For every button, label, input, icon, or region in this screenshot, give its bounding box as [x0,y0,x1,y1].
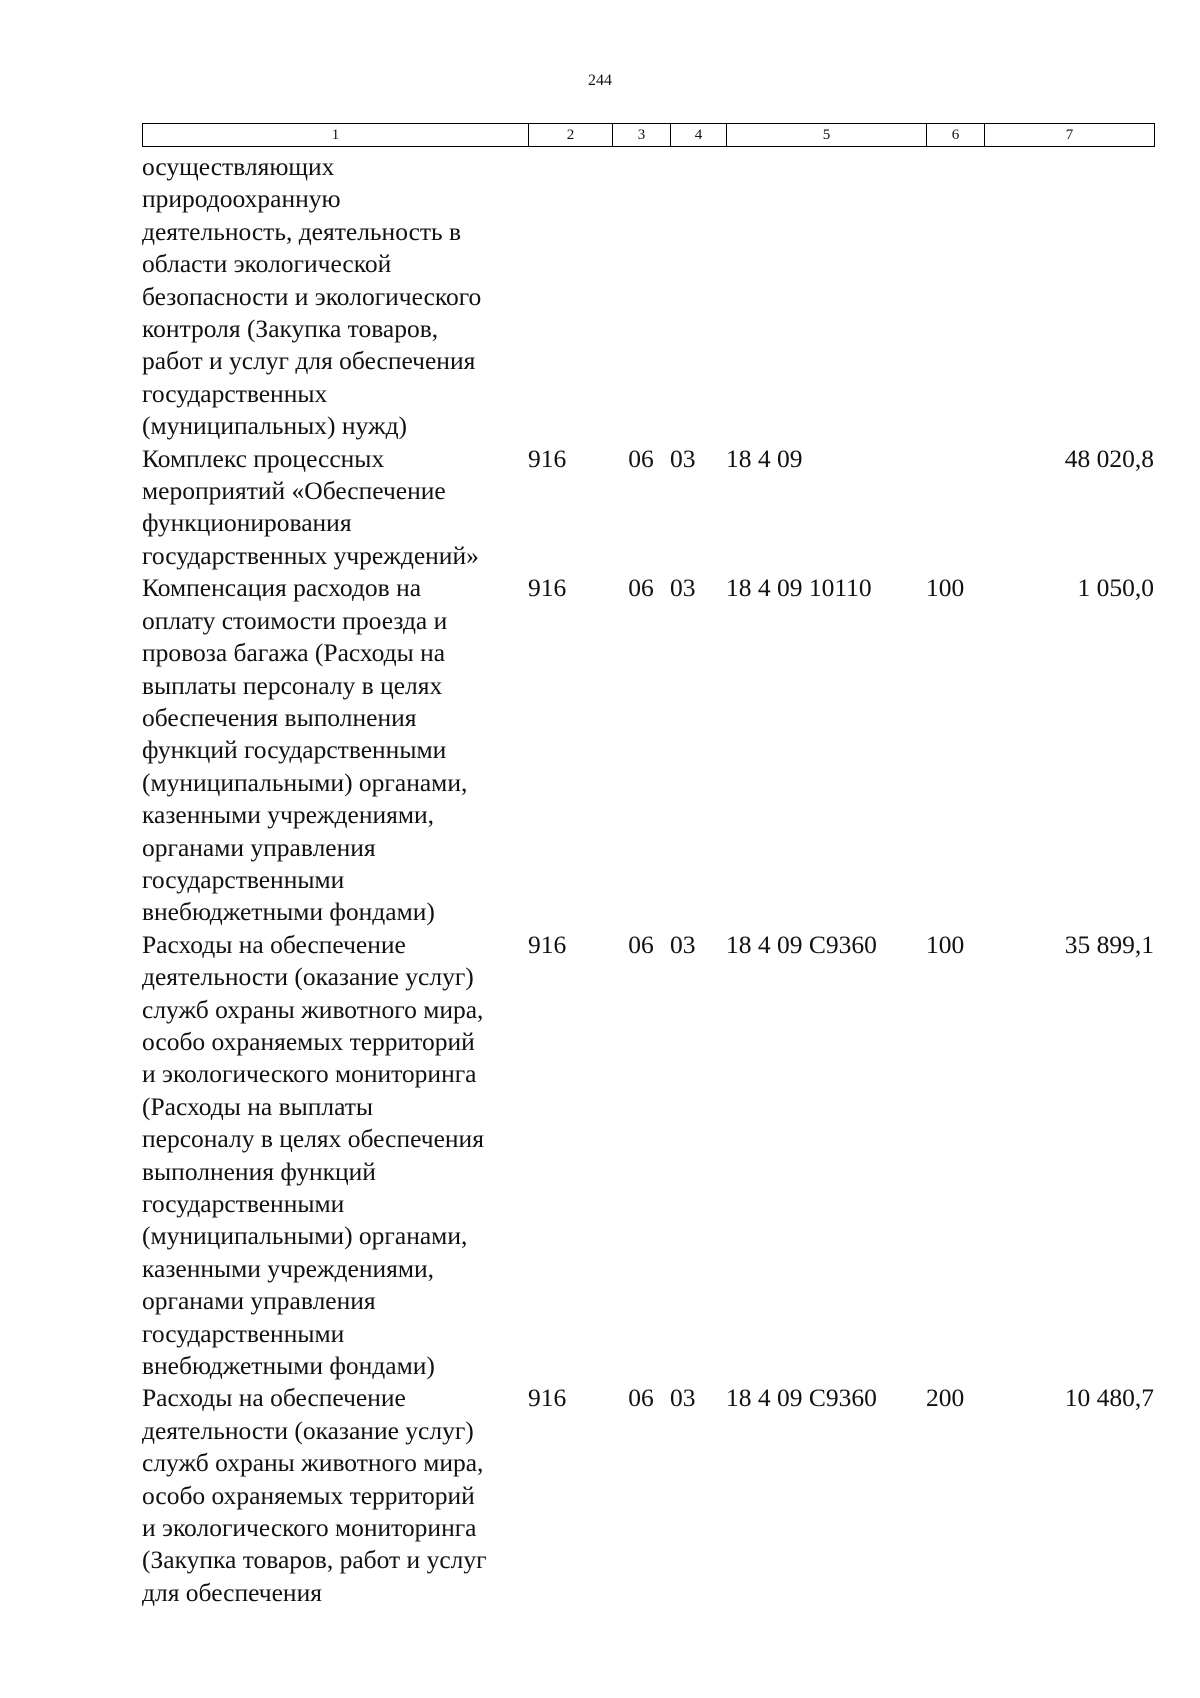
page-number: 244 [588,72,612,89]
description-line: (муниципальными) органами, [142,1221,468,1251]
row-expense-type: 100 [926,929,965,959]
description-line: Компенсация расходов на [142,573,422,603]
header-row [143,124,1155,147]
description-line: Комплекс процессных [142,443,385,473]
description-line: Расходы на обеспечение [142,929,406,959]
description-line: внебюджетными фондами) [142,897,435,927]
description-line: деятельность, деятельность в [142,216,462,246]
row-section: 06 [628,573,654,603]
description-line: органами управления [142,832,376,862]
header-col-5: 5 [727,124,927,147]
row-subsection [670,151,726,443]
budget-table-body [142,151,1154,1609]
description-line: выплаты персоналу в целях [142,670,443,700]
description-line: работ и услуг для обеспечения [142,346,476,376]
description-line: персоналу в целях обеспечения [142,1124,484,1154]
row-target-article: 18 4 09 С9360 [726,1383,877,1413]
row-admin-code: 916 [528,443,567,473]
description-line: и экологического мониторинга [142,1059,477,1089]
description-line: области экологической [142,249,392,279]
header-col-7: 7 [985,124,1155,147]
row-subsection: 03 [670,929,696,959]
table-row [142,1382,1154,1609]
description-line: для обеспечения [142,1577,322,1607]
row-section: 06 [628,1383,654,1413]
description-line: служб охраны животного мира, [142,994,484,1024]
row-amount: 1 050,0 [1077,573,1154,603]
row-target-article: 18 4 09 10110 [726,573,872,603]
description-line: безопасности и экологического [142,281,482,311]
row-subsection: 03 [670,1383,696,1413]
row-section: 06 [628,443,654,473]
row-expense-type: 200 [926,1383,965,1413]
row-target-article: 18 4 09 [726,443,803,473]
description-line: (муниципальными) органами, [142,767,468,797]
row-subsection: 03 [670,573,696,603]
description-line: природоохранную [142,184,341,214]
description-line: казенными учреждениями, [142,800,435,830]
row-target-article: 18 4 09 С9360 [726,929,877,959]
description-line: служб охраны животного мира, [142,1448,484,1478]
description-line: (Расходы на выплаты [142,1091,374,1121]
row-amount: 35 899,1 [1064,929,1154,959]
description-line: внебюджетными фондами) [142,1351,435,1381]
header-col-2: 2 [529,124,613,147]
description-line: мероприятий «Обеспечение [142,476,446,506]
description-line: обеспечения выполнения [142,702,417,732]
header-col-4: 4 [671,124,727,147]
description-line: деятельности (оказание услуг) [142,1415,474,1445]
row-subsection: 03 [670,443,696,473]
row-expense-type [926,443,984,573]
row-description [142,572,528,928]
description-line: государственными [142,1318,345,1348]
row-admin-code: 916 [528,929,567,959]
header-col-6: 6 [927,124,985,147]
table-row [142,443,1154,573]
row-description [142,151,528,443]
description-line: органами управления [142,1286,376,1316]
description-line: государственных учреждений» [142,540,479,570]
description-line: функций государственными [142,735,447,765]
table-row [142,572,1154,928]
description-line: функционирования [142,508,352,538]
row-admin-code: 916 [528,573,567,603]
row-admin-code [528,151,612,443]
row-amount: 10 480,7 [1064,1383,1154,1413]
budget-table [142,151,1154,1609]
description-line: выполнения функций [142,1156,376,1186]
row-section: 06 [628,929,654,959]
description-line: деятельности (оказание услуг) [142,962,474,992]
description-line: провоза багажа (Расходы на [142,638,446,668]
row-amount: 48 020,8 [1064,443,1154,473]
description-line: оплату стоимости проезда и [142,605,448,635]
description-line: государственными [142,1189,345,1218]
description-line: особо охраняемых территорий [142,1480,475,1510]
header-col-1: 1 [143,124,529,147]
description-line: и экологического мониторинга [142,1513,477,1543]
description-line: контроля (Закупка товаров, [142,314,439,344]
row-expense-type: 100 [926,573,965,603]
row-description [142,929,528,1383]
description-line: осуществляющих [142,152,335,181]
header-col-3: 3 [613,124,671,147]
description-line: (Закупка товаров, работ и услуг [142,1545,487,1575]
row-section [612,151,670,443]
description-line: государственными [142,864,345,894]
table-row [142,151,1154,443]
row-expense-type [926,151,984,443]
row-amount [984,151,1154,443]
row-description [142,443,528,573]
table-row [142,929,1154,1383]
description-line: государственных [142,378,328,408]
table-header [142,123,1155,147]
description-line: казенными учреждениями, [142,1253,435,1283]
description-line: (муниципальных) нужд) [142,411,408,441]
row-admin-code: 916 [528,1383,567,1413]
description-line: особо охраняемых территорий [142,1026,475,1056]
description-line: Расходы на обеспечение [142,1383,406,1413]
row-target-article [726,151,926,443]
row-description [142,1382,528,1609]
